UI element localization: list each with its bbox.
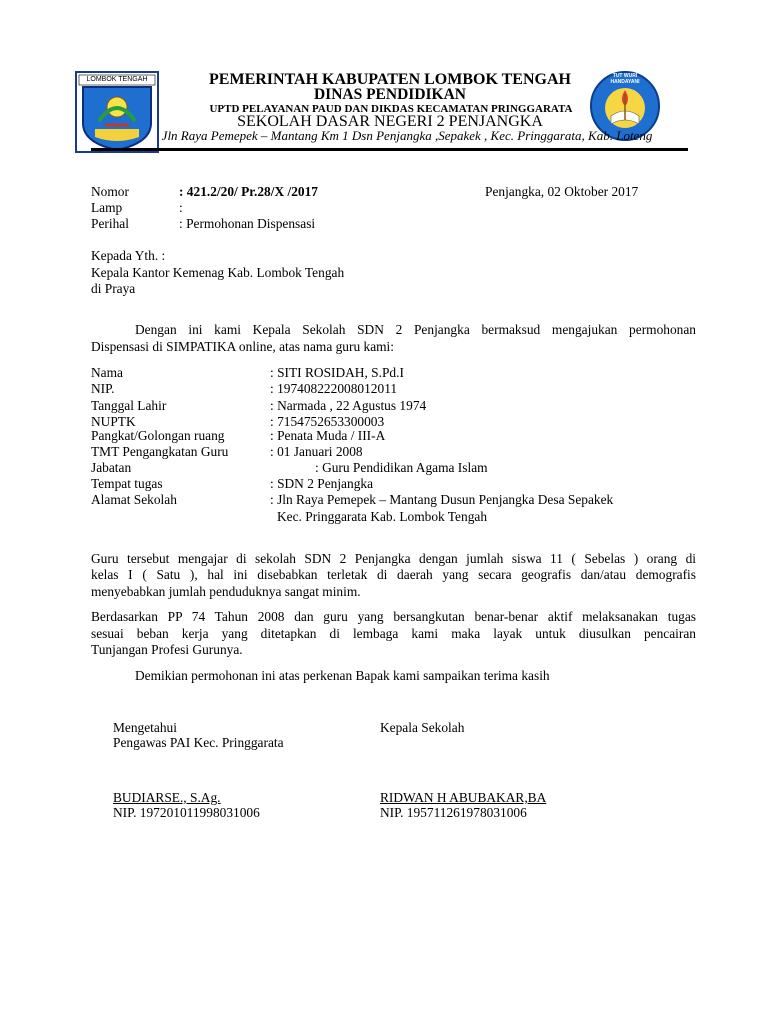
intro-line-1: Dengan ini kami Kepala Sekolah SDN 2 Penjangka bermaksud mengajukan permohonan [135, 322, 696, 337]
detail-value-school-address-cont: Kec. Pringgarata Kab. Lombok Tengah [277, 509, 488, 524]
lamp-value: : [179, 200, 183, 215]
signature-left-title: Pengawas PAI Kec. Pringgarata [113, 735, 284, 750]
nomor-value: : 421.2/20/ Pr.28/X /2017 [179, 184, 318, 199]
detail-value-nama: : SITI ROSIDAH, S.Pd.I [270, 365, 404, 380]
letterhead-government: PEMERINTAH KABUPATEN LOMBOK TENGAH [209, 71, 571, 88]
recipient-salutation: Kepada Yth. : [91, 248, 166, 263]
signature-right-nip: NIP. 195711261978031006 [380, 805, 527, 820]
detail-value-position: : Guru Pendidikan Agama Islam [315, 460, 488, 475]
signature-left-acknowledge: Mengetahui [113, 720, 177, 735]
regency-logo-text: LOMBOK TENGAH [86, 76, 148, 83]
signature-left-nip: NIP. 197201011998031006 [113, 805, 260, 820]
paragraph-1-line-3: menyebabkan jumlah penduduknya sangat minim. [91, 584, 361, 599]
signature-left-name: BUDIARSE., S.Ag. [113, 790, 221, 805]
letter-date: Penjangka, 02 Oktober 2017 [485, 184, 639, 199]
signature-right-title: Kepala Sekolah [380, 720, 465, 735]
detail-value-school-address: : Jln Raya Pemepek – Mantang Dusun Penjangka Desa Sepakek [270, 492, 614, 507]
perihal-label: Perihal [91, 216, 129, 231]
letterhead-rule [91, 148, 688, 151]
paragraph-2-line-1: Berdasarkan PP 74 Tahun 2008 dan guru yang bersangkutan benar-benar aktif melaksanakan tugas [91, 609, 696, 624]
letterhead-uptd: UPTD PELAYANAN PAUD DAN DIKDAS KECAMATAN PRINGGARATA [209, 103, 573, 115]
letterhead-department: DINAS PENDIDIKAN [313, 86, 466, 103]
detail-value-rank: : Penata Muda / III-A [270, 428, 386, 443]
lamp-label: Lamp [91, 200, 123, 215]
nomor-label: Nomor [91, 184, 129, 199]
letterhead-school-name: SEKOLAH DASAR NEGERI 2 PENJANGKA [237, 113, 543, 130]
detail-label-school-address: Alamat Sekolah [91, 492, 177, 507]
detail-label-workplace: Tempat tugas [91, 476, 163, 491]
paragraph-2-line-2: sesuai beban kerja yang ditetapkan di lembaga kami maka layak untuk diusulkan pencairan [91, 626, 696, 641]
detail-label-tmt: TMT Pengangkatan Guru [91, 444, 229, 459]
closing-sentence: Demikian permohonan ini atas perkenan Bapak kami sampaikan terima kasih [135, 668, 550, 683]
intro-line-2: Dispensasi di SIMPATIKA online, atas nama guru kami: [91, 339, 394, 354]
letterhead-address: Jln Raya Pemepek – Mantang Km 1 Dsn Penjangka ,Sepakek , Kec. Pringgarata, Kab. Loteng [161, 128, 653, 143]
detail-value-nip: : 197408222008012011 [270, 381, 398, 396]
recipient-name: Kepala Kantor Kemenag Kab. Lombok Tengah [91, 265, 345, 280]
detail-label-nuptk: NUPTK [91, 414, 136, 429]
detail-label-rank: Pangkat/Golongan ruang [91, 428, 225, 443]
detail-label-nip: NIP. [91, 381, 115, 396]
recipient-location: di Praya [91, 281, 136, 296]
tut-wuri-handayani-text: TUT WURI HANDAYANI [610, 73, 640, 85]
detail-value-birth: : Narmada , 22 Agustus 1974 [270, 398, 427, 413]
paragraph-1-line-1: Guru tersebut mengajar di sekolah SDN 2 Penjangka dengan jumlah siswa 11 ( Sebelas ) orang di [91, 551, 696, 566]
detail-label-position: Jabatan [91, 460, 132, 475]
detail-label-nama: Nama [91, 365, 123, 380]
paragraph-1-line-2: kelas I ( Satu ), hal ini disebabkan terletak di daerah yang secara geografis dan/atau demografis [91, 567, 696, 582]
signature-right-name: RIDWAN H ABUBAKAR,BA [380, 790, 547, 805]
perihal-value: : Permohonan Dispensasi [179, 216, 316, 231]
paragraph-2-line-3: Tunjangan Profesi Gurunya. [91, 642, 243, 657]
detail-value-nuptk: : 7154752653300003 [270, 414, 385, 429]
detail-label-birth: Tanggal Lahir [91, 398, 167, 413]
detail-value-workplace: : SDN 2 Penjangka [270, 476, 374, 491]
detail-value-tmt: : 01 Januari 2008 [270, 444, 363, 459]
